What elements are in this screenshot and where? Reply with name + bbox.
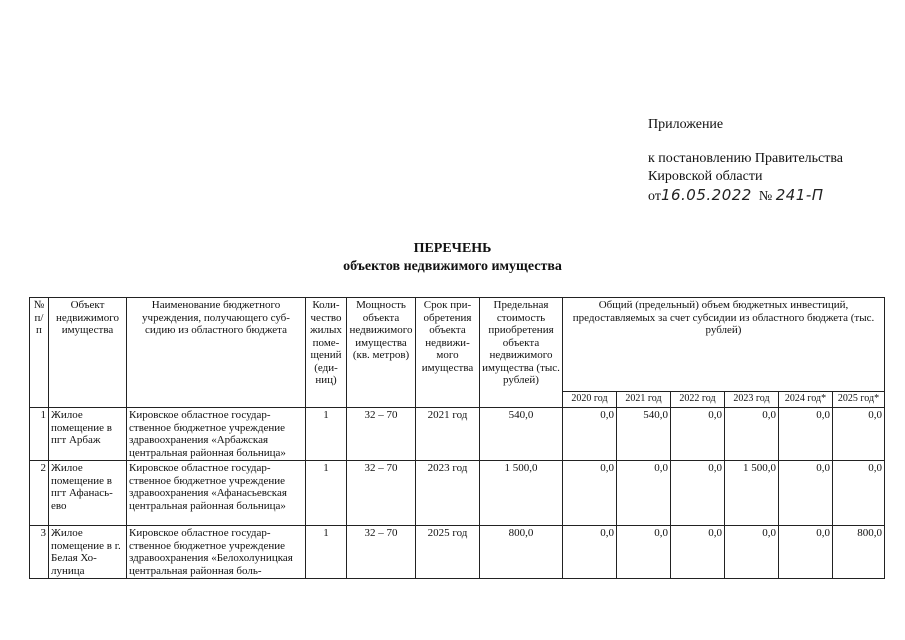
- number-prefix: №: [758, 189, 773, 204]
- row-value: 0,0: [617, 526, 671, 579]
- row-institution: Кировское областное государственное бюджетное учреждение здравоохранения «Афанасьевская центральная районная больница»: [127, 461, 306, 526]
- row-capacity: 32 – 70: [347, 526, 416, 579]
- row-object: Жилое помещение в пгт Афанасьево: [49, 461, 127, 526]
- resolution-date-line: [648, 186, 843, 206]
- row-term: 2021 год: [416, 408, 480, 461]
- row-value: 1 500,0: [725, 461, 779, 526]
- table-row: [30, 408, 885, 461]
- year-header: 2024 год*: [779, 392, 833, 408]
- row-value: 0,0: [563, 408, 617, 461]
- row-value: 800,0: [833, 526, 885, 579]
- col-term-header: Срок приобретения объекта недвижимого имущества: [416, 298, 480, 408]
- row-object: Жилое помещение в г. Белая Холуница: [49, 526, 127, 579]
- col-institution-header: Наименование бюджетного учреждения, получающего субсидию из областного бюджета: [127, 298, 306, 408]
- row-value: 0,0: [725, 408, 779, 461]
- row-capacity: 32 – 70: [347, 461, 416, 526]
- row-value: 540,0: [617, 408, 671, 461]
- row-cost: 800,0: [480, 526, 563, 579]
- row-count: 1: [306, 526, 347, 579]
- col-count-header: Количество жилых помещений (единиц): [306, 298, 347, 408]
- appendix-block: [648, 116, 843, 206]
- row-num: 1: [30, 408, 49, 461]
- row-value: 0,0: [617, 461, 671, 526]
- row-value: 0,0: [833, 408, 885, 461]
- row-value: 0,0: [833, 461, 885, 526]
- row-institution: Кировское областное государственное бюджетное учреждение здравоохранения «Белохолуницкая центральная районная боль-: [127, 526, 306, 579]
- resolution-line-2: Кировской области: [648, 169, 763, 184]
- row-capacity: 32 – 70: [347, 408, 416, 461]
- row-institution: Кировское областное государственное бюджетное учреждение здравоохранения «Арбажская центральная районная больница»: [127, 408, 306, 461]
- row-cost: 540,0: [480, 408, 563, 461]
- property-table: [29, 297, 885, 579]
- row-num: 3: [30, 526, 49, 579]
- year-header: 2020 год: [563, 392, 617, 408]
- row-term: 2025 год: [416, 526, 480, 579]
- year-header: 2022 год: [671, 392, 725, 408]
- resolution-line-1: к постановлению Правительства: [648, 151, 844, 166]
- table-header-row: [30, 298, 885, 392]
- row-cost: 1 500,0: [480, 461, 563, 526]
- row-value: 0,0: [671, 461, 725, 526]
- row-value: 0,0: [563, 461, 617, 526]
- row-value: 0,0: [779, 526, 833, 579]
- table-row: [30, 526, 885, 579]
- table-row: [30, 461, 885, 526]
- from-prefix: от: [648, 189, 661, 204]
- handwritten-date: 16.05.2022: [660, 186, 752, 204]
- row-num: 2: [30, 461, 49, 526]
- col-cost-header: Предельная стоимость приобретения объекта недвижимого имущества (тыс. рублей): [480, 298, 563, 408]
- title-line-2: объектов недвижимого имущества: [343, 259, 562, 274]
- row-value: 0,0: [725, 526, 779, 579]
- row-value: 0,0: [563, 526, 617, 579]
- appendix-label: Приложение: [648, 117, 724, 132]
- title-line-1: ПЕРЕЧЕНЬ: [413, 241, 492, 256]
- col-capacity-header: Мощность объекта недвижимого имущества (кв. метров): [347, 298, 416, 408]
- col-investments-header: Общий (предельный) объем бюджетных инвестиций, предоставляемых за счет субсидии из областного бюджета (тыс. рублей): [563, 298, 885, 392]
- row-value: 0,0: [671, 408, 725, 461]
- col-object-header: Объект недвижимого имущества: [49, 298, 127, 408]
- handwritten-number: 241-П: [775, 186, 824, 204]
- row-value: 0,0: [671, 526, 725, 579]
- year-header: 2025 год*: [833, 392, 885, 408]
- row-count: 1: [306, 408, 347, 461]
- year-header: 2023 год: [725, 392, 779, 408]
- col-num-header: № п/п: [30, 298, 49, 408]
- document-title: [0, 240, 905, 276]
- row-object: Жилое помещение в пгт Арбаж: [49, 408, 127, 461]
- row-value: 0,0: [779, 408, 833, 461]
- row-term: 2023 год: [416, 461, 480, 526]
- row-count: 1: [306, 461, 347, 526]
- year-header: 2021 год: [617, 392, 671, 408]
- row-value: 0,0: [779, 461, 833, 526]
